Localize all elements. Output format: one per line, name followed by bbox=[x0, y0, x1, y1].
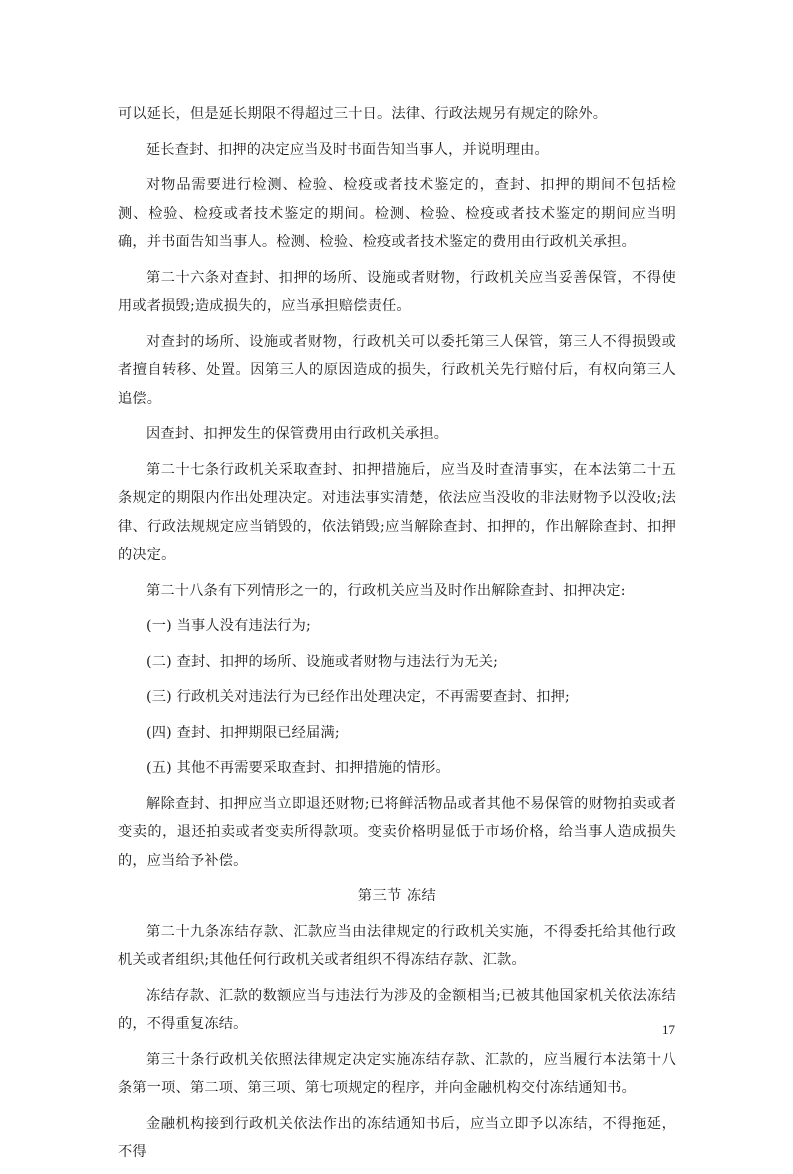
paragraph: 冻结存款、汇款的数额应当与违法行为涉及的金额相当;已被其他国家机关依法冻结的，不得重复冻结。 bbox=[118, 987, 676, 1032]
list-item: (三) 行政机关对违法行为已经作出处理决定，不再需要查封、扣押; bbox=[146, 689, 571, 705]
list-item: (四) 查封、扣押期限已经届满; bbox=[146, 724, 340, 741]
paragraph: 第二十七条行政机关采取查封、扣押措施后，应当及时查清事实，在本法第二十五条规定的期限内作出处理决定。对违法事实清楚，依法应当没收的非法财物予以没收;法律、行政法规规定应当销毁的，依法销毁;应当解除查封、扣押的，作出解除查封、扣押的决定。 bbox=[118, 461, 676, 563]
list-item: (五) 其他不再需要采取查封、扣押措施的情形。 bbox=[146, 760, 450, 776]
paragraph: 因查封、扣押发生的保管费用由行政机关承担。 bbox=[146, 426, 449, 442]
paragraph: 第二十九条冻结存款、汇款应当由法律规定的行政机关实施，不得委托给其他行政机关或者组织;其他任何行政机关或者组织不得冻结存款、汇款。 bbox=[118, 923, 676, 968]
paragraph: 对物品需要进行检测、检验、检疫或者技术鉴定的，查封、扣押的期间不包括检测、检验、检疫或者技术鉴定的期间。检测、检验、检疫或者技术鉴定的期间应当明确，并书面告知当事人。检测、检验、检疫或者技术鉴定的费用由行政机关承担。 bbox=[118, 177, 676, 250]
section-heading: 第三节 冻结 bbox=[357, 888, 437, 904]
paragraph: 金融机构接到行政机关依法作出的冻结通知书后，应当立即予以冻结，不得拖延，不得 bbox=[118, 1115, 676, 1160]
paragraph: 第三十条行政机关依照法律规定决定实施冻结存款、汇款的，应当履行本法第十八条第一项、第二项、第三项、第七项规定的程序，并向金融机构交付冻结通知书。 bbox=[118, 1051, 676, 1096]
paragraph: 延长查封、扣押的决定应当及时书面告知当事人，并说明理由。 bbox=[146, 141, 549, 158]
paragraph: 对查封的场所、设施或者财物，行政机关可以委托第三人保管，第三人不得损毁或者擅自转移、处置。因第三人的原因造成的损失，行政机关先行赔付后，有权向第三人追偿。 bbox=[118, 333, 676, 407]
list-item: (二) 查封、扣押的场所、设施或者财物与违法行为无关; bbox=[146, 653, 499, 670]
paragraph: 第二十六条对查封、扣押的场所、设施或者财物，行政机关应当妥善保管，不得使用或者损毁;造成损失的，应当承担赔偿责任。 bbox=[118, 269, 676, 314]
page-body bbox=[118, 100, 676, 1174]
paragraph: 第二十八条有下列情形之一的，行政机关应当及时作出解除查封、扣押决定: bbox=[146, 582, 626, 599]
page-number: 17 bbox=[662, 1022, 675, 1037]
paragraph: 解除查封、扣押应当立即退还财物;已将鲜活物品或者其他不易保管的财物拍卖或者变卖的，退还拍卖或者变卖所得款项。变卖价格明显低于市场价格，给当事人造成损失的，应当给予补偿。 bbox=[118, 795, 676, 869]
paragraph: 可以延长，但是延长期限不得超过三十日。法律、行政法规另有规定的除外。 bbox=[118, 106, 608, 122]
list-item: (一) 当事人没有违法行为; bbox=[146, 618, 312, 634]
